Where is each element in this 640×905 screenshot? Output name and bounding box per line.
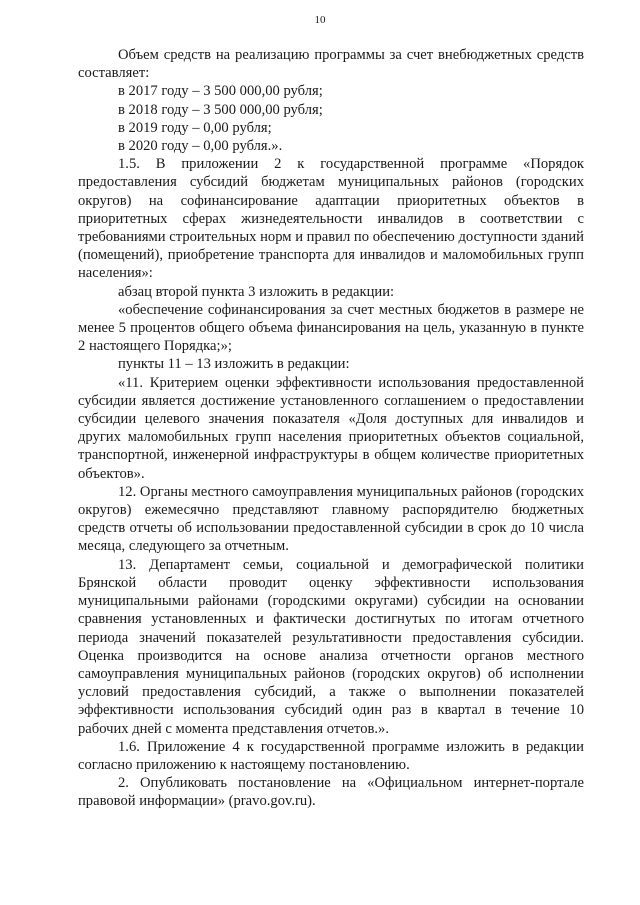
- page-number: 10: [314, 14, 326, 26]
- paragraph-funding-intro: Объем средств на реализацию программы за счет внебюджетных средств составляет:: [78, 47, 584, 82]
- paragraph-year-2019: в 2019 году – 0,00 рубля;: [118, 119, 272, 136]
- paragraph-1-6: 1.6. Приложение 4 к государственной программе изложить в редакции согласно приложению к настоящему постановлению.: [78, 738, 584, 773]
- paragraph-cofinancing: «обеспечение софинансирования за счет местных бюджетов в размере не менее 5 процентов общего объема финансирования на цель, указанную в пункте 2 настоящего Порядка;»;: [78, 301, 584, 355]
- paragraph-points: пункты 11 – 13 изложить в редакции:: [118, 356, 350, 373]
- paragraph-abzac: абзац второй пункта 3 изложить в редакции:: [118, 283, 395, 300]
- paragraph-12: 12. Органы местного самоуправления муниципальных районов (городских округов) ежемесячно представляют главному распорядителю бюджетных средств отчеты об использовании предоставленной субсидии в срок до 10 числа месяца, следующего за отчетным.: [78, 483, 584, 555]
- document-body: [78, 46, 584, 811]
- paragraph-year-2018: в 2018 году – 3 500 000,00 рубля;: [118, 101, 323, 118]
- paragraph-13: 13. Департамент семьи, социальной и демографической политики Брянской области проводит оценку эффективности использования муниципальными районами (городскими округами) субсидии на основании сравнения установленных и фактически достигнутых по итогам отчетного периода значений показателей результативности предоставления субсидии. Оценка производится на основе анализа отчетности органов местного самоуправления муниципальных районов (городских округов) об исполнении условий предоставления субсидий, а также о выполнении показателей эффективности использования субсидий один раз в квартал в течение 10 рабочих дней с момента представления отчетов.».: [78, 556, 584, 737]
- paragraph-year-2017: в 2017 году – 3 500 000,00 рубля;: [118, 83, 323, 100]
- paragraph-year-2020: в 2020 году – 0,00 рубля.».: [118, 138, 283, 155]
- paragraph-11: «11. Критерием оценки эффективности использования предоставленной субсидии является достижение установленного соглашением о предоставлении субсидии целевого значения показателя «Доля доступных для инвалидов и других маломобильных групп населения приоритетных объектов социальной, транспортной, инженерной инфраструктуры в общем количестве приоритетных объектов».: [78, 374, 584, 482]
- paragraph-1-5: 1.5. В приложении 2 к государственной программе «Порядок предоставления субсидий бюджетам муниципальных районов (городских округов) на софинансирование адаптации приоритетных объектов в приоритетных сферах жизнедеятельности инвалидов в соответствии с требованиями строительных норм и правил по обеспечению доступности зданий (помещений), приобретение транспорта для инвалидов и маломобильных групп населения»:: [78, 156, 584, 282]
- paragraph-2: 2. Опубликовать постановление на «Официальном интернет-портале правовой информации» (pravo.gov.ru).: [78, 775, 584, 810]
